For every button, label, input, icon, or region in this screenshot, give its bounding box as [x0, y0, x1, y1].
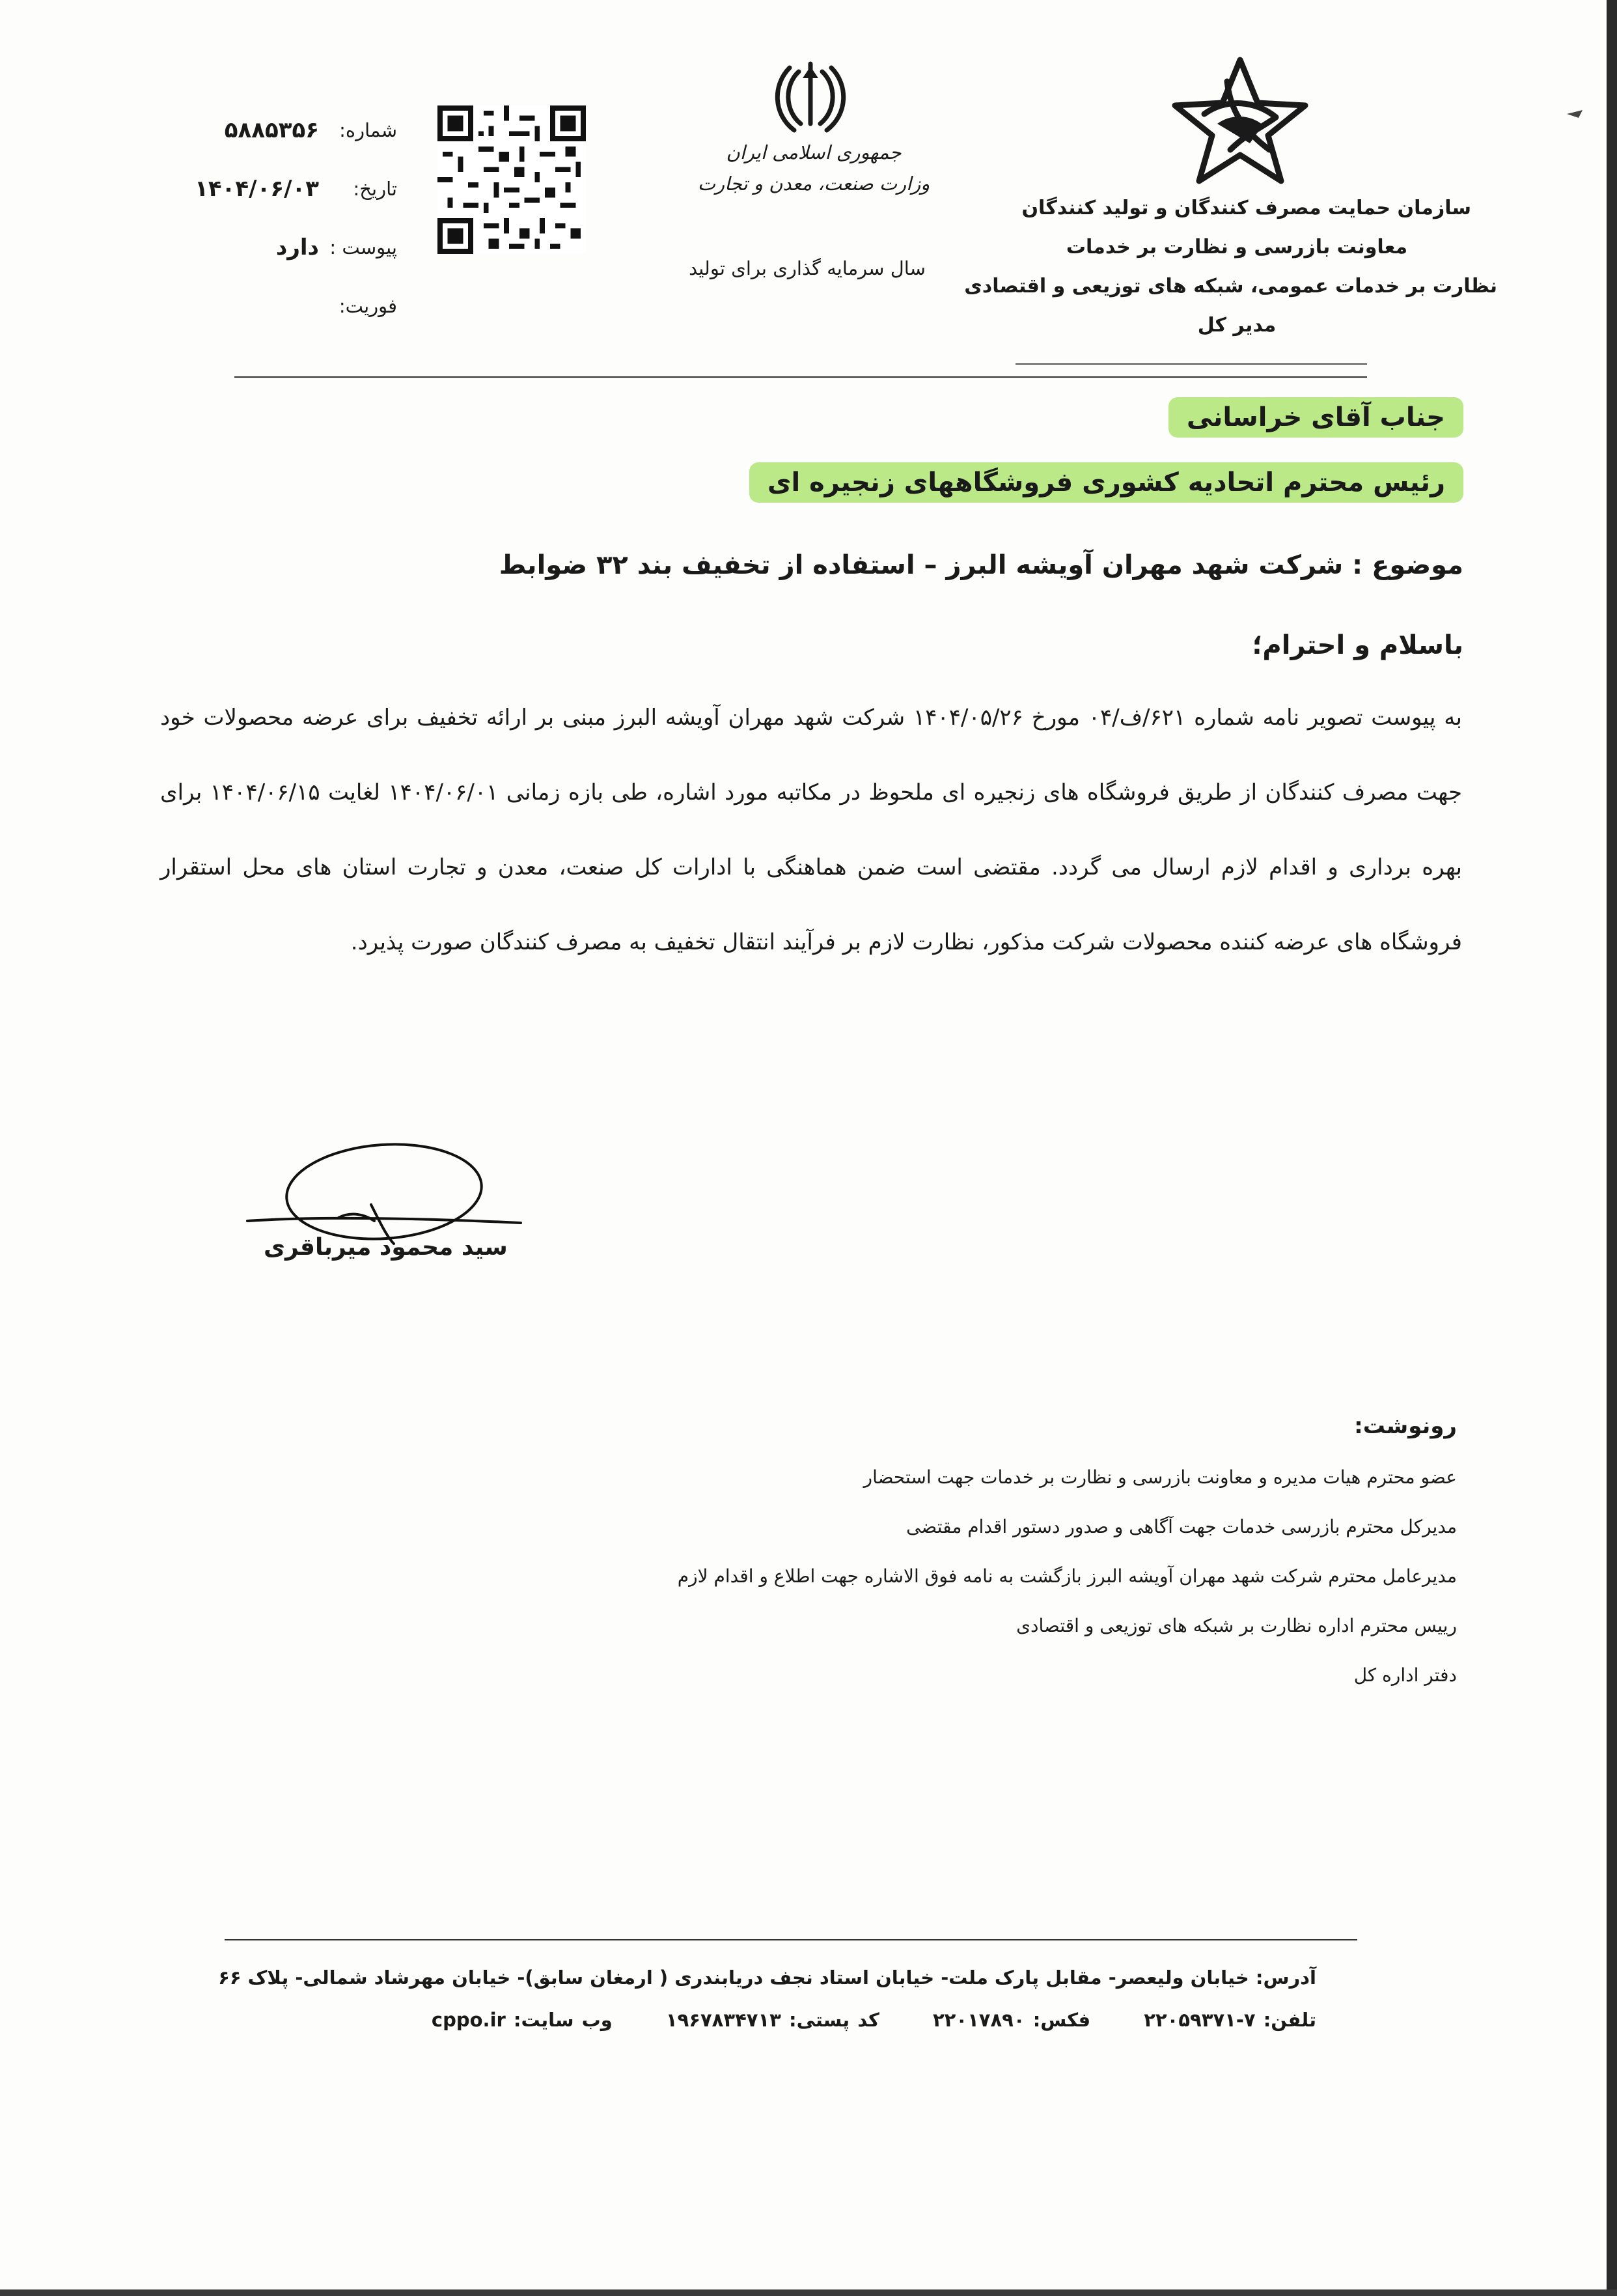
org-position: مدیر کل	[1197, 314, 1277, 337]
letter-body: به پیوست تصویر نامه شماره ۶۲۱/ف/۰۴ مورخ ۱۴۰۴/۰۵/۲۶ شرکت شهد مهران آویشه البرز مبنی بر ارائه تخفیف برای عرضه محصولات خود جهت مصرف کنندگان از طریق فروشگاه های زنجیره ای ملحوظ در مکاتبه مورد اشاره، طی بازه زمانی ۱۴۰۴/۰۶/۰۱ لغایت ۱۴۰۴/۰۶/۱۵ برای بهره برداری و اقدام لازم ارسال می گردد. مقتضی است ضمن هماهنگی با ادارات کل صنعت، معدن و تجارت استان های محل استقرار فروشگاه های عرضه کننده محصولات شرکت مذکور، نظارت لازم بر فرآیند انتقال تخفیف به مصرف کنندگان صورت پذیرد.	[160, 705, 1462, 955]
cc-item: عضو محترم هیات مدیره و معاونت بازرسی و نظارت بر خدمات جهت استحضار	[863, 1466, 1457, 1488]
scan-edge-bottom	[0, 2289, 1617, 2296]
addressee-name-text: جناب آقای خراسانی	[1168, 397, 1463, 438]
addressee-title-text: رئیس محترم اتحادیه کشوری فروشگاههای زنجیره ای	[749, 462, 1463, 503]
footer-postal-code: کد پستی: ۱۹۶۷۸۳۴۷۱۳	[665, 2009, 879, 2031]
meta-date	[150, 166, 397, 225]
date-label: تاریخ:	[353, 178, 397, 200]
handwritten-signature	[241, 1140, 547, 1283]
qr-code	[437, 105, 586, 254]
org-department: نظارت بر خدمات عمومی، شبکه های توزیعی و اقتصادی	[964, 275, 1497, 298]
urgency-label: فوریت:	[339, 295, 397, 317]
signer-name: سید محمود میرباقری	[264, 1234, 508, 1261]
government-title	[697, 137, 931, 199]
year-slogan: سال سرمایه گذاری برای تولید	[689, 257, 926, 279]
cc-item: دفتر اداره کل	[1353, 1664, 1457, 1686]
cc-item: مدیرکل محترم بازرسی خدمات جهت آگاهی و صدور دستور اقدام مقتضی	[906, 1516, 1457, 1537]
letter-meta	[150, 107, 397, 342]
org-underline	[1016, 363, 1367, 365]
scan-speck	[1566, 107, 1585, 120]
footer-fax: فکس: ۲۲۰۱۷۸۹۰	[932, 2009, 1091, 2031]
addressee-title	[749, 468, 1463, 497]
date-value: ۱۴۰۴/۰۶/۰۳	[195, 176, 319, 202]
cc-item: مدیرعامل محترم شرکت شهد مهران آویشه البرز بازگشت به نامه فوق الاشاره جهت اطلاع و اقدام لازم	[677, 1565, 1457, 1587]
meta-urgency	[150, 283, 397, 342]
footer-website: وب سایت: cppo.ir	[431, 2009, 613, 2031]
republic-name: جمهوری اسلامی ایران	[726, 141, 902, 163]
scan-edge-right	[1607, 0, 1617, 2296]
addressee-name	[1168, 402, 1463, 432]
number-value: ۵۸۸۵۳۵۶	[224, 117, 319, 143]
attachment-value: دارد	[275, 234, 319, 260]
organization-logo	[1165, 52, 1315, 189]
footer-divider	[225, 1939, 1357, 1940]
footer-phone: تلفن: ۷-۲۲۰۵۹۳۷۱	[1144, 2009, 1316, 2031]
letter-greeting: باسلام و احترام؛	[1252, 630, 1463, 660]
cc-title: رونوشت:	[1354, 1413, 1457, 1439]
number-label: شماره:	[339, 119, 397, 141]
ministry-name: وزارت صنعت، معدن و تجارت	[697, 173, 930, 195]
cc-list	[480, 1462, 1457, 1709]
footer-address: آدرس: خیابان ولیعصر- مقابل پارک ملت- خیابان استاد نجف دریابندری ( ارمغان سابق)- خیابان مهرشاد شمالی- پلاک ۶۶	[218, 1967, 1316, 1989]
header-divider	[234, 376, 1367, 378]
org-deputy: معاونت بازرسی و نظارت بر خدمات	[1066, 236, 1408, 259]
national-emblem-icon	[771, 59, 850, 137]
meta-number	[150, 107, 397, 166]
letter-subject: موضوع : شرکت شهد مهران آویشه البرز – استفاده از تخفیف بند ۳۲ ضوابط	[499, 550, 1463, 580]
attachment-label: پیوست :	[329, 236, 397, 259]
org-name: سازمان حمایت مصرف کنندگان و تولید کنندگان	[1021, 197, 1471, 219]
organization-header	[964, 189, 1497, 345]
footer-contacts	[386, 2009, 1316, 2031]
meta-attachment	[150, 225, 397, 283]
cc-item: رییس محترم اداره نظارت بر شبکه های توزیعی و اقتصادی	[1016, 1615, 1457, 1636]
